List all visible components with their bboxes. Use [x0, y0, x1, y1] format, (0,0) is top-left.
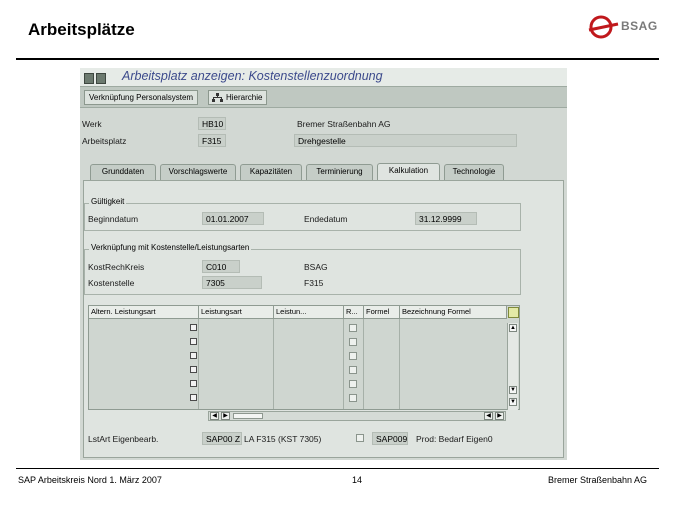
scroll-down-icon[interactable]: ▼: [510, 387, 516, 393]
scroll-right-icon[interactable]: ▶: [221, 412, 230, 420]
search-help-icon[interactable]: [190, 324, 197, 331]
sap-titlebar: [80, 68, 567, 86]
scroll-left-icon[interactable]: ◀: [484, 412, 493, 420]
kostl-description: F315: [304, 278, 324, 288]
tab-vorschlagswerte[interactable]: Vorschlagswerte: [160, 164, 236, 180]
search-help-icon[interactable]: [190, 366, 197, 373]
kostl-label: Kostenstelle: [88, 278, 135, 288]
footer-rule: [16, 468, 659, 469]
werk-label: Werk: [82, 119, 102, 129]
row-checkbox[interactable]: [349, 366, 357, 374]
tab-terminierung[interactable]: Terminierung: [306, 164, 373, 180]
kokrs-description: BSAG: [304, 262, 328, 272]
werk-field[interactable]: HB10: [198, 117, 226, 130]
scroll-right-icon[interactable]: ▶: [495, 412, 504, 420]
row-checkbox[interactable]: [349, 380, 357, 388]
col-divider: [363, 319, 364, 409]
formel-field[interactable]: SAP009: [372, 432, 408, 445]
scroll-left-icon[interactable]: ◀: [210, 412, 219, 420]
end-date-label: Endedatum: [304, 214, 348, 224]
cost-center-group: [84, 243, 521, 295]
scroll-down-icon[interactable]: ▼: [510, 399, 516, 405]
footer-left: SAP Arbeitskreis Nord 1. März 2007: [18, 475, 162, 485]
col-divider: [343, 319, 344, 409]
menu-icon[interactable]: [84, 71, 108, 83]
validity-group-title: Gültigkeit: [91, 197, 125, 206]
begin-date-label: Beginndatum: [88, 214, 139, 224]
kokrs-label: KostRechKreis: [88, 262, 145, 272]
lstart-eigenbearb-label: LstArt Eigenbearb.: [88, 434, 159, 444]
arbeitsplatz-label: Arbeitsplatz: [82, 136, 127, 146]
cost-center-group-title: Verknüpfung mit Kostenstelle/Leistungsarten: [91, 243, 250, 252]
header-rule: [16, 58, 659, 60]
bsag-logo: [588, 12, 658, 42]
scroll-thumb[interactable]: [233, 413, 263, 419]
search-help-icon[interactable]: [190, 394, 197, 401]
arbeitsplatz-field[interactable]: F315: [198, 134, 226, 147]
kokrs-field[interactable]: C010: [202, 260, 240, 273]
col-header-leistungsart[interactable]: Leistungsart: [199, 306, 274, 319]
footer-right: Bremer Straßenbahn AG: [548, 475, 648, 485]
col-divider: [273, 319, 274, 409]
activity-type-table: [88, 305, 520, 410]
tab-kalkulation[interactable]: Kalkulation: [377, 163, 440, 181]
kostl-field[interactable]: 7305: [202, 276, 262, 289]
col-divider: [198, 319, 199, 409]
begin-date-field[interactable]: 01.01.2007: [202, 212, 264, 225]
col-header-leistung[interactable]: Leistun...: [274, 306, 344, 319]
window-title: Arbeitsplatz anzeigen: Kostenstellenzuordnung: [122, 69, 383, 83]
search-help-icon[interactable]: [190, 380, 197, 387]
row-checkbox[interactable]: [349, 324, 357, 332]
hierarchy-icon: [212, 93, 223, 102]
page-number: 14: [352, 475, 363, 485]
scroll-up-icon[interactable]: ▲: [510, 325, 516, 331]
tab-grunddaten[interactable]: Grunddaten: [90, 164, 156, 180]
row-checkbox[interactable]: [349, 394, 357, 402]
lstart-eigenbearb-description: LA F315 (KST 7305): [244, 434, 322, 444]
logo-text: BSAG: [621, 19, 658, 33]
link-personnel-button[interactable]: Verknüpfung Personalsystem: [84, 90, 198, 105]
search-help-icon[interactable]: [190, 352, 197, 359]
tab-kapazitaeten[interactable]: Kapazitäten: [240, 164, 302, 180]
hierarchy-button[interactable]: [208, 90, 267, 105]
col-header-alt-leistungsart[interactable]: Altern. Leistungsart: [89, 306, 199, 319]
table-vertical-scrollbar[interactable]: [507, 323, 518, 410]
hierarchy-label: Hierarchie: [226, 93, 263, 102]
search-help-icon[interactable]: [190, 338, 197, 345]
col-header-bezeichnung-formel[interactable]: Bezeichnung Formel: [400, 306, 507, 319]
col-header-r[interactable]: R...: [344, 306, 364, 319]
lstart-eigenbearb-field[interactable]: SAP00 Z: [202, 432, 242, 445]
col-divider: [399, 319, 400, 409]
row-checkbox[interactable]: [349, 338, 357, 346]
table-horizontal-scrollbar[interactable]: [208, 411, 506, 421]
sap-window: [80, 68, 567, 460]
row-checkbox[interactable]: [349, 352, 357, 360]
slide-title: Arbeitsplätze: [28, 20, 135, 39]
arbeitsplatz-description: Drehgestelle: [294, 134, 517, 147]
application-toolbar: [80, 86, 567, 108]
bsag-logo-mark: [588, 14, 620, 40]
tab-technologie[interactable]: Technologie: [444, 164, 504, 180]
col-header-formel[interactable]: Formel: [364, 306, 400, 319]
end-date-field[interactable]: 31.12.9999: [415, 212, 477, 225]
werk-description: Bremer Straßenbahn AG: [297, 119, 391, 129]
table-settings-icon[interactable]: [508, 307, 519, 318]
formel-description: Prod: Bedarf Eigen0: [416, 434, 493, 444]
eigenbearb-checkbox[interactable]: [356, 434, 364, 442]
